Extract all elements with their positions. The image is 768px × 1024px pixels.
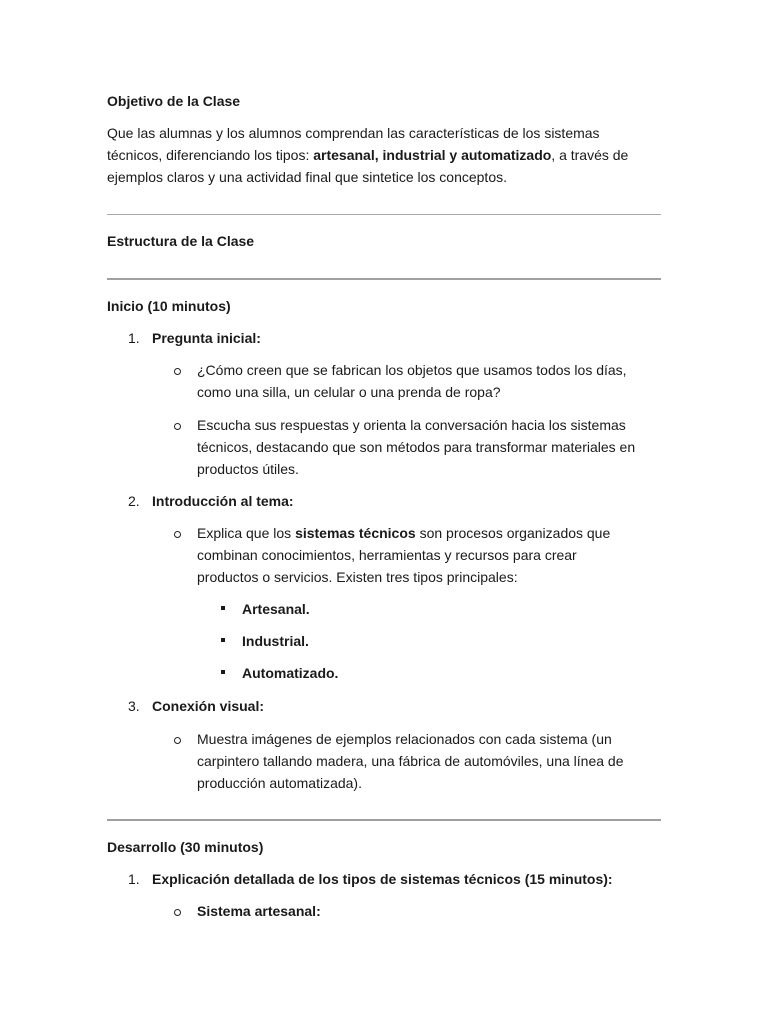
list-item-line: como una silla, un celular o una prenda de ropa? (197, 384, 501, 400)
objetivo-paragraph-line: Que las alumnas y los alumnos comprendan las características de los sistemas (107, 125, 600, 141)
objetivo-paragraph-line: ejemplos claros y una actividad final que sintetice los conceptos. (107, 169, 507, 185)
text: son procesos organizados que (415, 525, 611, 541)
hollow-bullet-icon (174, 909, 181, 916)
explicacion-label: Explicación detallada de los tipos de sistemas técnicos (15 minutos): (152, 871, 613, 887)
list-item-line: Escucha sus respuestas y orienta la conversación hacia los sistemas (197, 417, 626, 433)
square-bullet-icon (221, 606, 225, 610)
list-item-line (197, 522, 610, 544)
square-bullet-icon (221, 670, 225, 674)
text: Explica que los (197, 525, 296, 541)
pregunta-inicial-label: Pregunta inicial: (152, 330, 261, 346)
objetivo-heading: Objetivo de la Clase (107, 93, 241, 109)
list-number: 2. (128, 493, 140, 509)
objetivo-types-bold: artesanal, industrial y automatizado (313, 147, 552, 163)
hollow-bullet-icon (174, 737, 181, 744)
sistema-artesanal-label: Sistema artesanal: (197, 903, 321, 919)
list-item-line: productos o servicios. Existen tres tipos principales: (197, 569, 518, 585)
inicio-heading: Inicio (10 minutos) (107, 298, 231, 314)
desarrollo-heading: Desarrollo (30 minutos) (107, 839, 264, 855)
divider (107, 278, 661, 280)
introduccion-label: Introducción al tema: (152, 493, 294, 509)
list-item-line: Muestra imágenes de ejemplos relacionados con cada sistema (un (197, 731, 612, 747)
type-artesanal: Artesanal. (242, 601, 310, 617)
square-bullet-icon (221, 638, 225, 642)
list-item-line: carpintero tallando madera, una fábrica de automóviles, una línea de (197, 753, 624, 769)
list-item-line: producción automatizada). (197, 775, 362, 791)
estructura-heading: Estructura de la Clase (107, 233, 255, 249)
sistemas-tecnicos-bold: sistemas técnicos (295, 525, 416, 541)
type-industrial: Industrial. (242, 633, 309, 649)
hollow-bullet-icon (174, 368, 181, 375)
hollow-bullet-icon (174, 423, 181, 430)
divider (107, 819, 661, 821)
list-number: 1. (128, 871, 140, 887)
conexion-visual-label: Conexión visual: (152, 698, 265, 714)
list-number: 3. (128, 698, 140, 714)
hollow-bullet-icon (174, 531, 181, 538)
divider (107, 214, 661, 215)
list-item-line: combinan conocimientos, herramientas y recursos para crear (197, 547, 577, 563)
list-item-line: técnicos, destacando que son métodos para transformar materiales en (197, 439, 636, 455)
type-automatizado: Automatizado. (242, 665, 339, 681)
list-item-line: ¿Cómo creen que se fabrican los objetos que usamos todos los días, (197, 362, 627, 378)
objetivo-paragraph-line (107, 144, 628, 166)
list-number: 1. (128, 330, 140, 346)
objetivo-text: técnicos, diferenciando los tipos: (107, 147, 314, 163)
objetivo-text: , a través de (551, 147, 629, 163)
list-item-line: productos útiles. (197, 461, 299, 477)
